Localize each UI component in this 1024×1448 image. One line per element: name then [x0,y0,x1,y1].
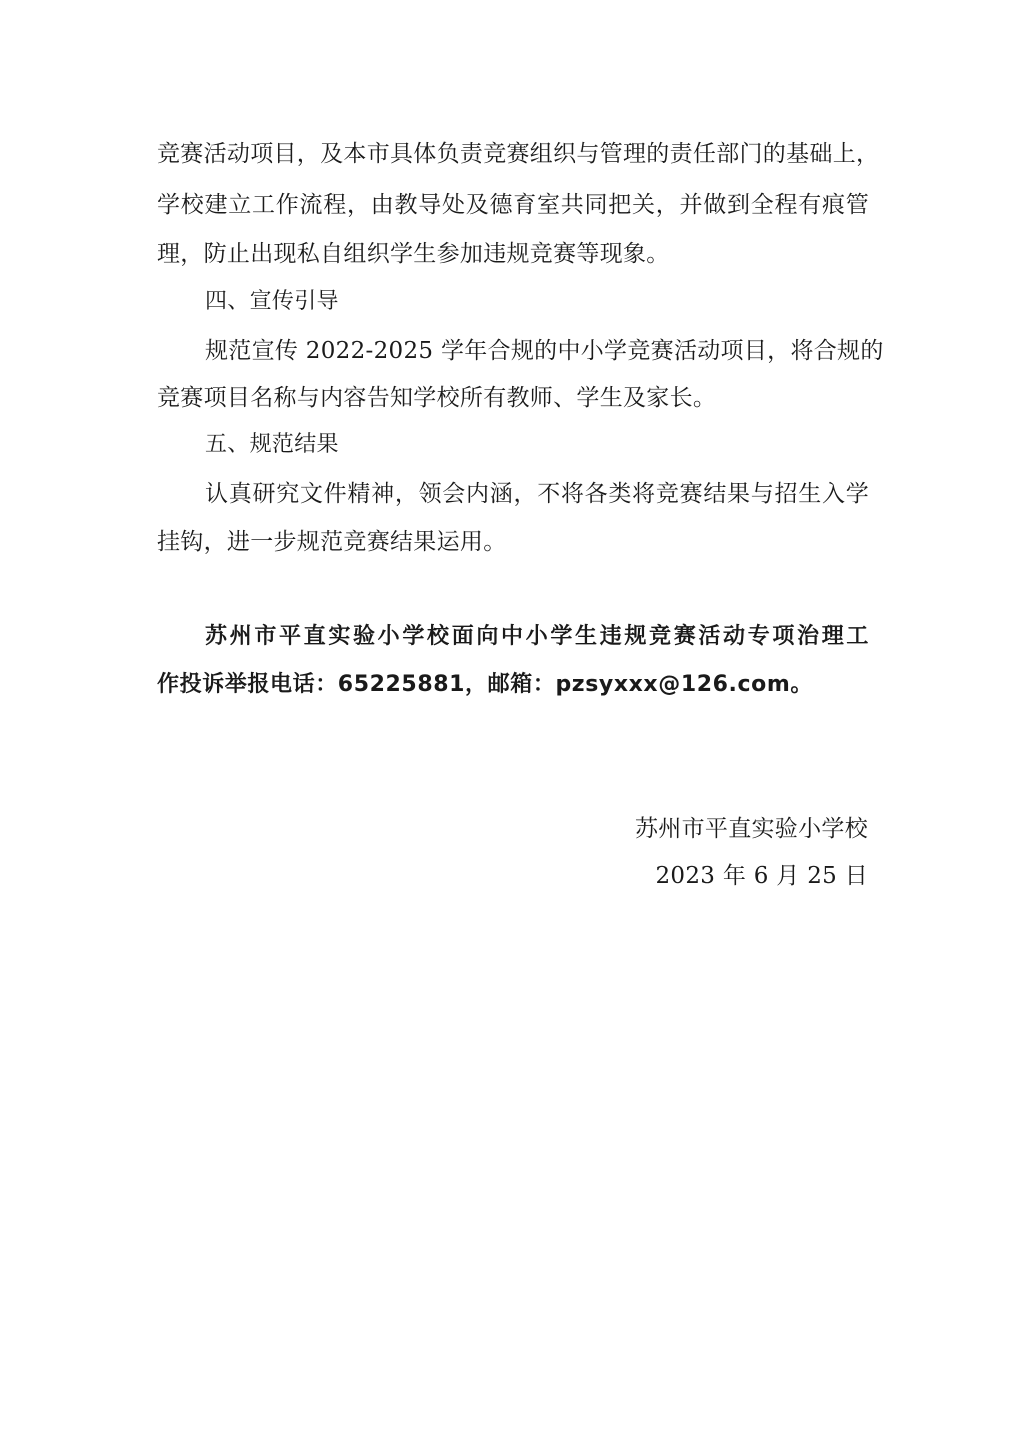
signature-organization: 苏州市平直实验小学校 [635,816,868,842]
complaint-statement-line: 作投诉举报电话：65225881，邮箱：pzsyxxx@126.com。 [157,672,813,697]
paragraph-line: 挂钩，进一步规范竞赛结果运用。 [157,529,507,555]
paragraph-line: 理，防止出现私自组织学生参加违规竞赛等现象。 [157,241,670,267]
complaint-statement-line: 苏州市平直实验小学校面向中小学生违规竞赛活动专项治理工 [205,624,869,649]
paragraph-line: 规范宣传 2022-2025 学年合规的中小学竞赛活动项目，将合规的 [205,338,884,364]
paragraph-line: 认真研究文件精神，领会内涵，不将各类将竞赛结果与招生入学 [205,481,869,507]
signature-date: 2023 年 6 月 25 日 [655,863,868,889]
paragraph-line: 学校建立工作流程，由教导处及德育室共同把关，并做到全程有痕管 [157,192,869,218]
section-heading-publicity: 四、宣传引导 [205,289,339,314]
paragraph-line: 竞赛项目名称与内容告知学校所有教师、学生及家长。 [157,385,717,411]
section-heading-results: 五、规范结果 [205,432,339,457]
paragraph-line: 竞赛活动项目，及本市具体负责竞赛组织与管理的责任部门的基础上， [157,141,880,167]
